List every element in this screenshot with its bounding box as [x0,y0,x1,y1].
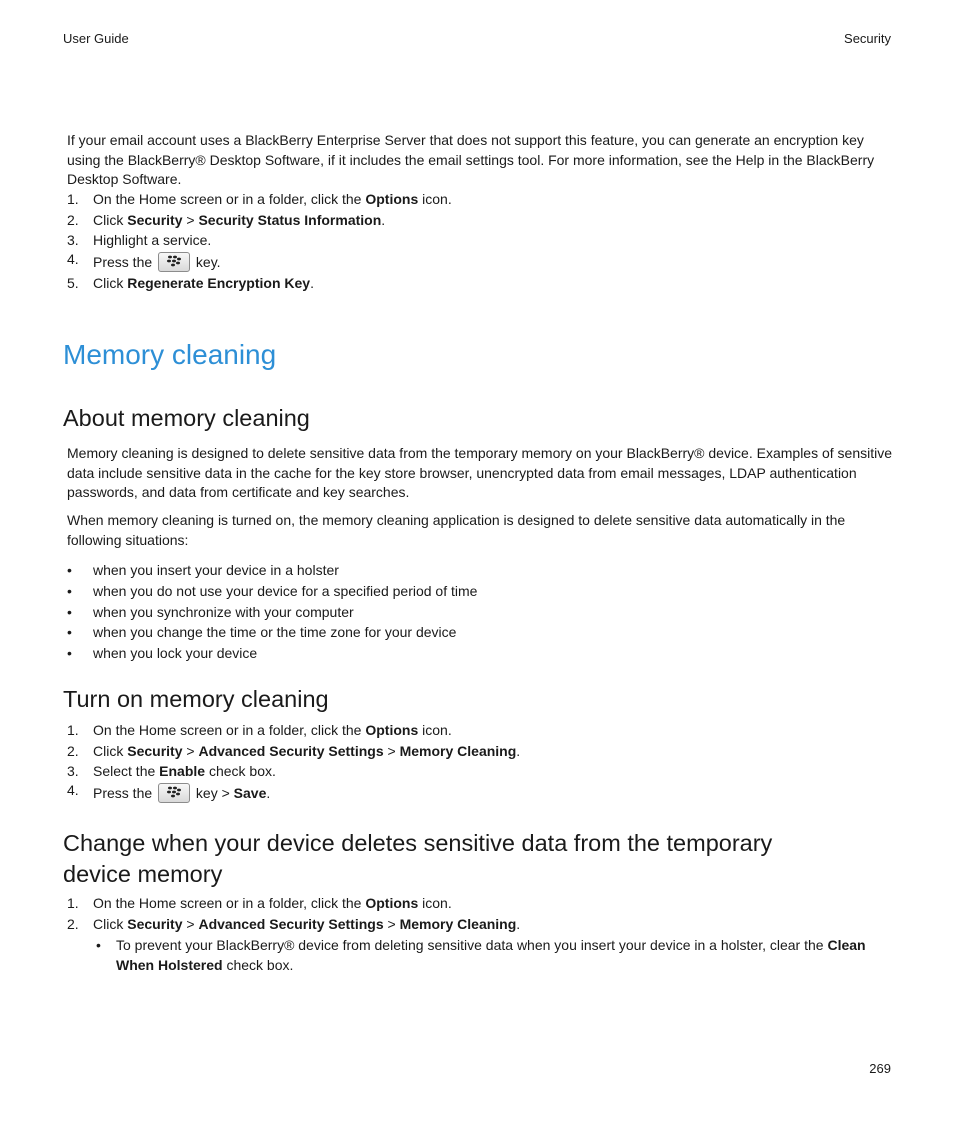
step-text: Click [93,915,128,932]
step-text: On the Home screen or in a folder, click the [93,722,366,738]
step-number: 4. [67,782,79,799]
step-number: 3. [67,763,79,780]
list-item-text: when you insert your device in a holster [93,562,339,578]
options-label: Options [365,895,419,911]
memory-cleaning-label: Memory Cleaning [399,915,517,932]
holster-sub-bullet [92,936,896,975]
advanced-security-label: Advanced Security Settings [198,742,384,759]
security-label: Security [127,915,183,932]
page-number: 269 [869,1061,891,1076]
security-status-label: Security Status Information [198,211,382,228]
bullet-icon: • [96,937,101,953]
separator: > [182,211,199,228]
turn-on-steps [67,720,892,804]
clean-when-holstered-label: Clean When Holstered [116,937,866,973]
step-text: . [516,742,521,759]
about-paragraph-1: Memory cleaning is designed to delete sensitive data from the temporary memory on your BlackBerry® device. Examples of sensitive data include sensitive data in the cache for the key store browser, unencrypted data from email messages, LDAP authentication passwords, and data from certificate and key searches. [67,445,893,500]
step-text: key > [192,785,234,802]
enable-label: Enable [159,763,206,780]
memory-cleaning-label: Memory Cleaning [399,742,517,759]
step-text: . [381,211,386,228]
step-4 [67,251,892,273]
about-paragraph-2: When memory cleaning is turned on, the memory cleaning application is designed to delete sensitive data automatically in the following situations: [67,512,846,548]
step-number: 2. [67,211,79,228]
list-item [67,643,892,664]
step-1 [67,189,892,210]
list-item-text: when you lock your device [93,645,258,662]
header-right: Security [844,31,891,46]
step-3 [67,230,892,251]
step-text: Click [93,275,128,292]
step-text: On the Home screen or in a folder, click the [93,191,366,207]
change-title-line-2: device memory [63,861,223,887]
options-label: Options [365,722,419,738]
step-number: 3. [67,232,79,249]
list-item [67,560,892,581]
list-item-text: when you change the time or the time zone for your device [93,624,457,641]
list-item [67,581,892,602]
sub-text: check box. [222,956,294,973]
security-label: Security [127,742,183,759]
step-text: On the Home screen or in a folder, click the [93,895,366,911]
list-item-text: when you synchronize with your computer [93,603,354,620]
situations-list [67,560,892,664]
advanced-security-label: Advanced Security Settings [198,915,384,932]
step-text: icon. [418,895,452,911]
separator: > [383,915,400,932]
bullet-icon: • [67,582,72,599]
step-2 [67,741,892,762]
step-text: Click [93,742,128,759]
header-left: User Guide [63,31,129,46]
list-item [67,622,892,643]
list-item [67,602,892,623]
bullet-icon: • [67,624,72,641]
options-label: Options [365,191,419,207]
sub-text: To prevent your BlackBerry® device from deleting sensitive data when you insert your device in a holster, clear the [116,937,828,953]
change-title-line-1: Change when your device deletes sensitive data from the temporary [63,830,773,856]
security-label: Security [127,211,183,228]
step-text: key. [192,254,221,271]
separator: > [182,742,199,759]
bullet-icon: • [67,562,72,578]
step-1 [67,893,892,914]
step-text: Highlight a service. [93,232,212,249]
step-text: Press the [93,254,157,271]
separator: > [383,742,400,759]
step-number: 4. [67,251,79,268]
intro-paragraph: If your email account uses a BlackBerry Enterprise Server that does not support this feature, you can generate an encryption key using the BlackBerry® Desktop Software, if it includes the email settings tool. For more information, see the Help in the BlackBerry Desktop Software. [67,132,875,187]
step-text: . [266,785,271,802]
section-title: Memory cleaning [63,339,277,370]
step-text: Click [93,211,128,228]
list-item-text: when you do not use your device for a specified period of time [93,582,478,599]
blackberry-menu-key-icon [158,252,190,272]
turn-on-title: Turn on memory cleaning [63,686,329,712]
step-2 [67,210,892,231]
step-number: 1. [67,191,79,207]
step-text: . [516,915,521,932]
step-number: 1. [67,722,79,738]
separator: > [182,915,199,932]
step-4 [67,782,892,804]
step-text: icon. [418,722,452,738]
bullet-icon: • [67,645,72,662]
step-number: 5. [67,275,79,292]
regenerate-key-label: Regenerate Encryption Key [127,275,311,292]
bullet-icon: • [67,603,72,620]
step-text: icon. [418,191,452,207]
about-title: About memory cleaning [63,405,310,431]
step-text: check box. [205,763,276,780]
save-label: Save [233,785,267,802]
step-text: . [310,275,314,292]
step-5 [67,273,892,294]
change-title [63,828,772,890]
blackberry-menu-key-icon [158,783,190,803]
regenerate-steps [67,189,892,294]
step-text: Select the [93,763,160,780]
step-number: 2. [67,742,79,759]
change-steps [67,893,892,934]
step-number: 2. [67,915,79,932]
step-text: Press the [93,785,157,802]
step-2 [67,914,892,935]
step-number: 1. [67,895,79,911]
step-3 [67,761,892,782]
step-1 [67,720,892,741]
